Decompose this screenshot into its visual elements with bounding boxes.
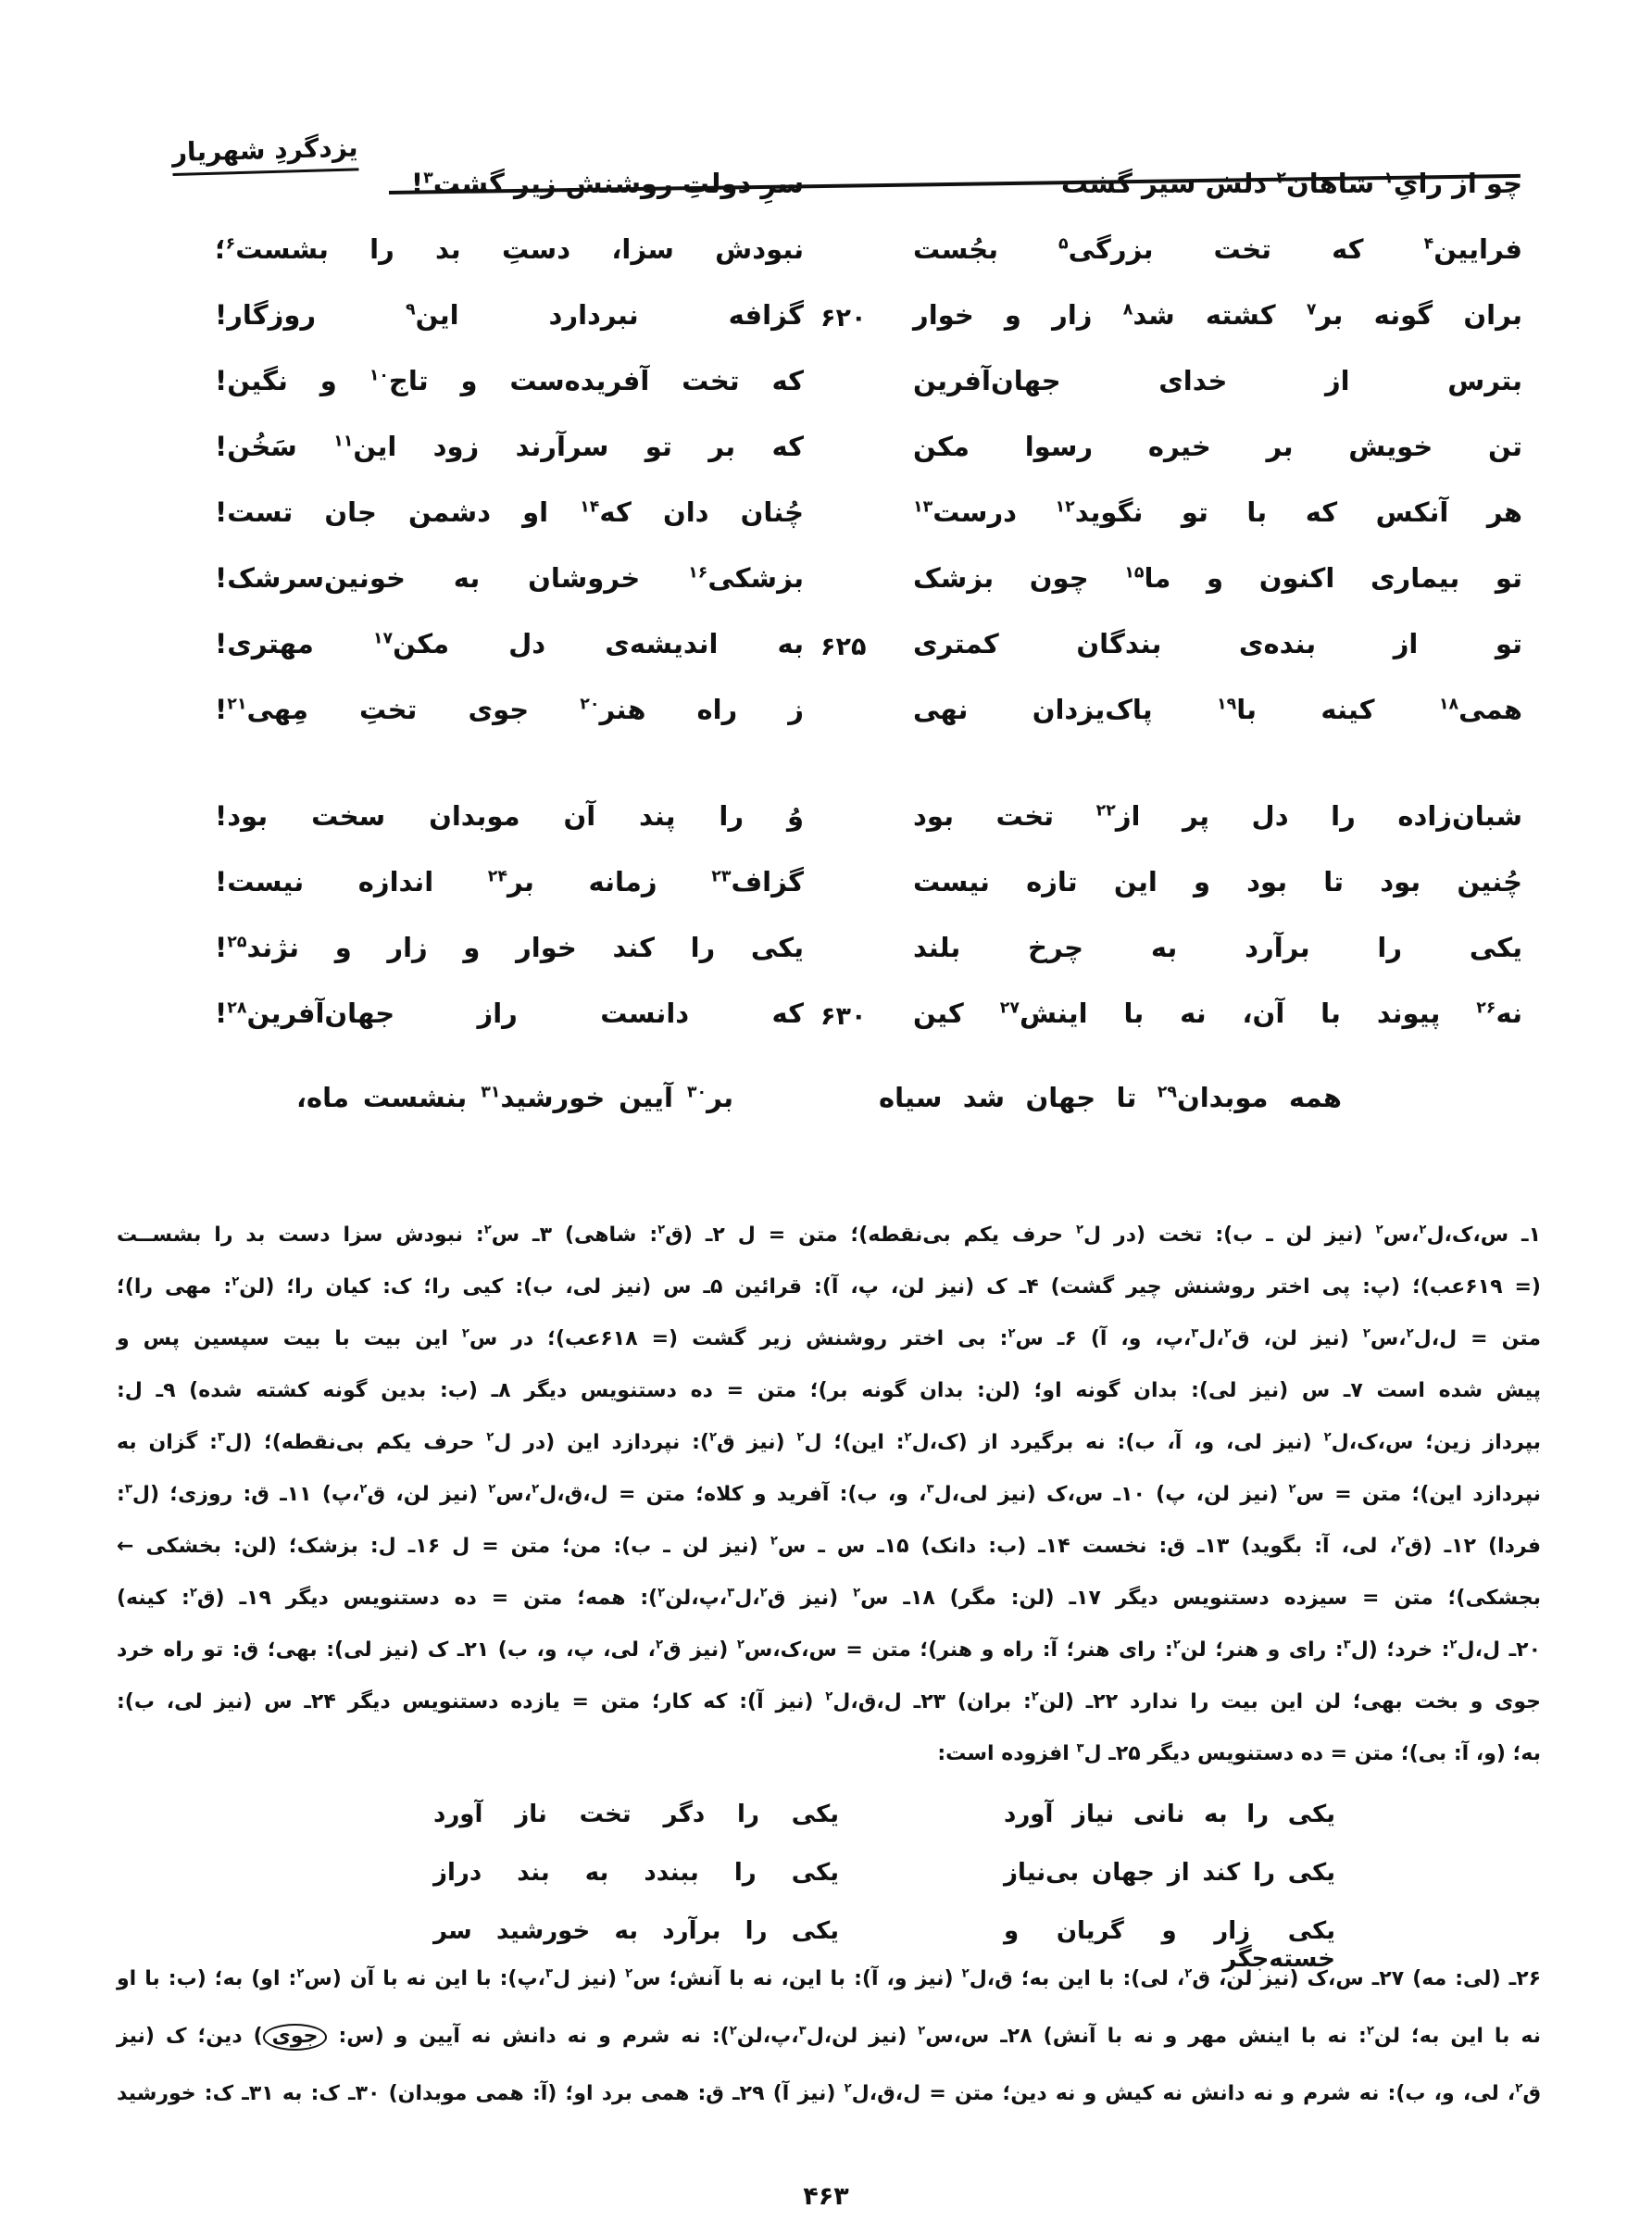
hemistich-left: بر$^{۳۰}$ آیین خورشید$^{۳۱}$ بنشست ماه، bbox=[296, 1082, 733, 1113]
footnote-marker: ۲ bbox=[488, 1482, 496, 1497]
hemistich-left: که تخت آفریده‌ست و تاج$^{۱۰}$ و نگین! bbox=[215, 365, 804, 396]
footnote-marker: ۲ bbox=[853, 1586, 861, 1600]
apparatus-line: به؛ (و، آ: بی)؛ متن = ده دستنویس دیگر ۲۵ـ ل$^۳$ افزوده است: bbox=[937, 1741, 1541, 1765]
footnote-marker: ۲ bbox=[1172, 1638, 1181, 1652]
poem-block bbox=[215, 1070, 1522, 1136]
poem-row bbox=[215, 788, 1522, 854]
poem-row bbox=[215, 419, 1522, 484]
apparatus-line: نپردازد این)؛ متن = س$^۲$ (نیز لن، پ) ۱۰ـ س،ک (نیز لی،ل$^۳$، و، ب): آفرید و کلاه؛ متن = ل،ق،ل$^۲$،س$^۲$ (نیز لن، ق$^۲$،پ) ۱۱ـ ق: روزی؛ (ل$^۳$: bbox=[117, 1482, 1541, 1506]
apparatus-line: نه با این به؛ لن$^۲$: نه با اینش مهر و نه با آنش) ۲۸ـ س،س$^۲$ (نیز لن،ل$^۳$،پ،لن$^۲$): نه شرم و نه دانش نه آیین و (س: جوی) دین؛ ک (نیز bbox=[117, 2008, 1541, 2065]
inserted-hemistich-right: یکی زار و گریان و خسته‌جگر bbox=[1004, 1917, 1335, 1973]
footnote-marker: ۱۴ bbox=[580, 497, 600, 517]
inserted-hemistich-left: یکی را ببندد به بند دراز bbox=[433, 1859, 839, 1887]
poem-row bbox=[215, 854, 1522, 920]
footnote-marker: ۳۰ bbox=[686, 1083, 707, 1102]
inserted-verse-row bbox=[0, 1793, 1652, 1851]
footnote-marker: ۲ bbox=[708, 1430, 718, 1445]
footnote-marker: ۳۱ bbox=[481, 1083, 501, 1102]
footnote-marker: ۲ bbox=[532, 1482, 540, 1497]
footnote-marker: ۲ bbox=[1406, 1326, 1414, 1341]
hemistich-left: بزشکی$^{۱۶}$ خروشان به خونین‌سرشک! bbox=[215, 562, 804, 594]
footnote-marker: ۲۰ bbox=[580, 695, 600, 714]
footnote-marker: ۱۷ bbox=[372, 629, 394, 648]
footnote-marker: ۲ bbox=[904, 1430, 912, 1445]
verse-number: ۶۲۵ bbox=[820, 633, 867, 661]
footnote-marker: ۲ bbox=[359, 1482, 368, 1497]
poem-block bbox=[215, 788, 1522, 1051]
footnote-marker: ۲ bbox=[625, 1966, 633, 1981]
inserted-hemistich-left: یکی را دگر تخت ناز آورد bbox=[433, 1801, 839, 1828]
poem-row bbox=[215, 353, 1522, 419]
poem-row bbox=[215, 550, 1522, 616]
apparatus-continued bbox=[117, 1951, 1541, 2123]
inserted-verses bbox=[0, 1793, 1652, 1973]
footnote-marker: ۲ bbox=[1288, 1482, 1296, 1497]
footnote-marker: ۲ bbox=[844, 2081, 852, 2096]
footnote-marker: ۲۴ bbox=[487, 867, 507, 886]
footnote-marker: ۱۶ bbox=[688, 563, 708, 583]
hemistich-right: چُنین بود تا بود و این تازه نیست bbox=[913, 866, 1522, 897]
footnote-marker: ۱۳ bbox=[913, 497, 933, 517]
footnote-marker: ۲ bbox=[1362, 1326, 1370, 1341]
apparatus-line: (= ۶۱۹عب)؛ (پ: پی اختر روشنش چیر گشت) ۴ـ ک (نیز لن، پ، آ): قرائین ۵ـ س (نیز لی، ب): کیی را؛ ک: کیان را؛ (لن$^۲$: مهی را)؛ bbox=[117, 1274, 1541, 1299]
footnote-marker: ۲ bbox=[1276, 169, 1286, 188]
poem-row bbox=[215, 484, 1522, 550]
footnote-marker: ۲ bbox=[1184, 1966, 1193, 1981]
hemistich-right: همی$^{۱۸}$ کینه با$^{۱۹}$ پاک‌یزدان نهی bbox=[913, 694, 1522, 725]
footnote-marker: ۲ bbox=[483, 1223, 492, 1237]
footnote-marker: ۲ bbox=[1031, 1689, 1039, 1704]
page-number: ۴۶۳ bbox=[803, 2182, 849, 2211]
poem-block bbox=[215, 156, 1522, 747]
apparatus-line: جوی و بخت بهی؛ لن این بیت را ندارد ۲۲ـ (لن$^۲$: بران) ۲۳ـ ل،ق،ل$^۲$ (نیز آ): که کار؛ متن = یازده دستنویس دیگر ۲۴ـ س (نیز لی، ب): bbox=[117, 1689, 1541, 1713]
verse-number: ۶۲۰ bbox=[820, 304, 867, 333]
footnote-marker: ۲ bbox=[657, 1586, 666, 1600]
footnote-marker: ۳ bbox=[1191, 1326, 1199, 1341]
hemistich-left: گزافه نبردارد این$^۹$ روزگار! bbox=[215, 299, 804, 331]
footnote-marker: ۲ bbox=[729, 2024, 737, 2039]
footnote-marker: ۲۸ bbox=[227, 998, 247, 1018]
hemistich-right: چو از رایِ$^۱$ شاهان$^۲$ دلش سیر گشت bbox=[1060, 168, 1522, 199]
apparatus-line: فردا) ۱۲ـ (ق$^۲$، لی، آ: بگوید) ۱۳ـ ق: نخست ۱۴ـ (ب: دانک) ۱۵ـ س ـ س$^۲$ (نیز لن ـ ب): من؛ متن = ل ۱۶ـ ل: بزشک؛ (لن: بخشکی ← bbox=[117, 1534, 1542, 1558]
footnote-marker: ۲ bbox=[1515, 2081, 1523, 2096]
poem-row bbox=[215, 221, 1522, 287]
footnote-marker: ۲ bbox=[655, 1638, 664, 1652]
footnote-marker: ۲ bbox=[770, 1534, 778, 1549]
hemistich-right: تو از بنده‌ی بندگان کمتری bbox=[913, 628, 1522, 659]
footnote-marker: ۲ bbox=[461, 1326, 469, 1341]
footnote-marker: ۳ bbox=[1076, 1741, 1084, 1756]
footnote-marker: ۹ bbox=[406, 300, 416, 320]
inserted-hemistich-right: یکی را کند از جهان بی‌نیاز bbox=[1004, 1859, 1335, 1887]
footnote-marker: ۲ bbox=[1449, 1638, 1458, 1652]
footnote-marker: ۲ bbox=[657, 1223, 666, 1237]
running-head: یزدگردِ شهریار bbox=[171, 132, 358, 176]
hemistich-right: همه موبدان$^{۲۹}$ تا جهان شد سیاه bbox=[879, 1082, 1343, 1113]
poem-row bbox=[215, 920, 1522, 985]
apparatus-line: بجشکی)؛ متن = سیزده دستنویس دیگر ۱۷ـ (لن: مگر) ۱۸ـ س$^۲$ (نیز ق$^۲$،ل$^۳$،پ،لن$^۲$): همه؛ متن = ده دستنویس دیگر ۱۹ـ (ق$^۲$: کینه) bbox=[117, 1586, 1542, 1610]
footnote-marker: ۲۱ bbox=[227, 695, 247, 714]
footnote-marker: ۶ bbox=[225, 234, 236, 254]
hemistich-left: وُ را پند آن موبدان سخت بود! bbox=[215, 800, 804, 832]
footnote-marker: ۲ bbox=[1396, 1534, 1405, 1549]
hemistich-right: بران گونه بر$^۷$ کشته شد$^۸$ زار و خوار bbox=[913, 299, 1523, 331]
footnote-marker: ۲ bbox=[1375, 1223, 1383, 1237]
footnote-marker: ۳ bbox=[798, 2024, 807, 2039]
apparatus-line: پیش شده است ۷ـ س (نیز لی): بدان گونه او؛ (لن: بدان گونه بر)؛ متن = ده دستنویس دیگر ۸ـ (ب: بدین گونه کشته شده) ۹ـ ل: bbox=[117, 1379, 1541, 1402]
apparatus bbox=[117, 1210, 1541, 1780]
footnote-marker: ۲۳ bbox=[711, 867, 732, 886]
footnote-marker: ۲۲ bbox=[1095, 801, 1116, 821]
footnote-marker: ۱۰ bbox=[369, 366, 389, 385]
verse-number: ۶۳۰ bbox=[820, 1002, 867, 1031]
hemistich-left: که دانست راز جهان‌آفرین$^{۲۸}$! bbox=[215, 998, 804, 1029]
footnote-marker: ۲۷ bbox=[999, 998, 1020, 1018]
footnote-marker: ۲ bbox=[796, 1430, 805, 1445]
hemistich-left: یکی را کند خوار و زار و نژند$^{۲۵}$! bbox=[215, 932, 804, 963]
footnote-marker: ۲ bbox=[1075, 1223, 1084, 1237]
footnote-marker: ۲۵ bbox=[227, 933, 247, 952]
hemistich-left: گزاف$^{۲۳}$ زمانه بر$^{۲۴}$ اندازه نیست! bbox=[215, 866, 804, 897]
inserted-hemistich-left: یکی را برآرد به خورشید سر bbox=[433, 1917, 839, 1945]
footnote-marker: ۱ bbox=[1383, 169, 1394, 188]
footnote-marker: ۱۵ bbox=[1124, 563, 1145, 583]
footnote-marker: ۲۹ bbox=[1157, 1083, 1177, 1102]
footnote-marker: ۲ bbox=[189, 1586, 197, 1600]
footnote-marker: ۳ bbox=[423, 169, 433, 188]
footnote-marker: ۱۱ bbox=[333, 432, 354, 451]
footnote-marker: ۳ bbox=[124, 1482, 132, 1497]
footnote-marker: ۲ bbox=[1366, 2024, 1374, 2039]
hemistich-left: ز راه هنر$^{۲۰}$ جوی تختِ مِهی$^{۲۱}$! bbox=[215, 694, 804, 725]
hemistich-right: فرایین$^۴$ که تخت بزرگی$^۵$ بجُست bbox=[913, 233, 1522, 265]
footnote-marker: ۳ bbox=[926, 1482, 934, 1497]
footnote-marker: ۲ bbox=[1419, 1223, 1427, 1237]
footnote-marker: ۸ bbox=[1122, 300, 1133, 320]
hemistich-left: به اندیشه‌ی دل مکن$^{۱۷}$ مهتری! bbox=[215, 628, 804, 659]
footnote-marker: ۲۶ bbox=[1476, 998, 1496, 1018]
poem-row bbox=[215, 682, 1522, 747]
hemistich-left: که بر تو سرآرند زود این$^{۱۱}$ سَخُن! bbox=[215, 431, 804, 462]
footnote-marker: ۲ bbox=[486, 1430, 494, 1445]
apparatus-line: ق$^۲$، لی، و، ب): نه شرم و نه دانش نه کیش و نه دین؛ متن = ل،ق،ل$^۲$ (نیز آ) ۲۹ـ ق: همی برد او؛ (آ: همی موبدان) ۳۰ـ ک: به ۳۱ـ ک: خورشید bbox=[117, 2081, 1541, 2105]
hemistich-right: تو بیماری اکنون و ما$^{۱۵}$ چون بزشک bbox=[913, 562, 1523, 594]
footnote-marker: ۴ bbox=[1423, 234, 1434, 254]
poem-row bbox=[215, 287, 1522, 353]
footnote-marker: ۲ bbox=[1223, 1326, 1232, 1341]
apparatus-line: متن = ل،ل$^۲$،س$^۲$ (نیز لن، ق$^۲$،ل$^۳$،پ، و، آ) ۶ـ س$^۲$: بی اختر روشنش زیر گشت (= ۶۱۸عب)؛ در س$^۲$ این بیت با بیت سپسین پس و bbox=[117, 1326, 1541, 1350]
footnote-marker: ۲ bbox=[232, 1274, 240, 1289]
hemistich-left: چُنان دان که$^{۱۴}$ او دشمن جان تست! bbox=[215, 496, 804, 528]
footnote-marker: ۲ bbox=[1323, 1430, 1332, 1445]
inserted-hemistich-right: یکی را به نانی نیاز آورد bbox=[1004, 1801, 1335, 1828]
apparatus-line: ۱ـ س،ک،ل$^۲$،س$^۲$ (نیز لن ـ ب): تخت (در ل$^۲$ حرف یکم بی‌نقطه)؛ متن = ل ۲ـ (ق$^۲$: شاهی) ۳ـ س$^۲$: نبودش سزا دست بد را بشســت bbox=[117, 1223, 1542, 1247]
inserted-verse-row bbox=[0, 1851, 1652, 1910]
footnote-marker: ۱۲ bbox=[1055, 497, 1075, 517]
footnote-marker: ۲ bbox=[825, 1689, 833, 1704]
poem-row bbox=[215, 156, 1522, 221]
footnote-marker: ۱۹ bbox=[1217, 695, 1237, 714]
footnote-marker: ۲ bbox=[296, 1966, 305, 1981]
hemistich-left: نبودش سزا، دستِ بد را بشست$^۶$؛ bbox=[215, 233, 804, 265]
footnote-marker: ۳ bbox=[217, 1430, 225, 1445]
apparatus-line: بپرداز زین؛ س،ک،ل$^۲$ (نیز لی، و، آ، ب): نه برگیرد از (ک،ل$^۲$: این)؛ ل$^۲$ (نیز ق$^۲$): نپردازد این (در ل$^۲$ حرف یکم بی‌نقطه)؛ (ل$^۳$: گزان به bbox=[117, 1430, 1542, 1454]
footnote-marker: ۲ bbox=[1007, 1326, 1016, 1341]
hemistich-right: بترس از خدای جهان‌آفرین bbox=[913, 365, 1522, 396]
footnote-marker: ۷ bbox=[1306, 300, 1317, 320]
hemistich-right: هر آنکس که با تو نگوید$^{۱۲}$ درست$^{۱۳}$ bbox=[913, 496, 1522, 528]
circled-annotation: جوی bbox=[263, 2024, 328, 2051]
poem-row bbox=[215, 1070, 1522, 1136]
poem-row bbox=[215, 985, 1522, 1051]
hemistich-right: شبان‌زاده را دل پر از$^{۲۲}$ تخت بود bbox=[913, 800, 1522, 832]
footnote-marker: ۲ bbox=[736, 1638, 745, 1652]
footnote-marker: ۳ bbox=[727, 1586, 735, 1600]
footnote-marker: ۵ bbox=[1058, 234, 1069, 254]
footnote-marker: ۱۸ bbox=[1438, 695, 1459, 714]
poem bbox=[215, 156, 1522, 1136]
hemistich-left: سرِ دولتِ روشنش زیر گشت$^۳$! bbox=[410, 168, 804, 199]
hemistich-right: یکی را برآرد به چرخ بلند bbox=[913, 932, 1522, 963]
footnote-marker: ۳ bbox=[544, 1966, 553, 1981]
footnote-marker: ۲ bbox=[961, 1966, 970, 1981]
apparatus-line: ۲۶ـ (لی: مه) ۲۷ـ س،ک (نیز لن، ق$^۲$، لی): با این به؛ ق،ل$^۲$ (نیز و، آ): با این، نه با آنش؛ س$^۲$ (نیز ل$^۳$،پ): با این نه با آن (س$^۲$: او) به؛ (ب: با او bbox=[117, 1966, 1542, 1990]
poem-row bbox=[215, 616, 1522, 682]
footnote-marker: ۳ bbox=[1343, 1638, 1351, 1652]
footnote-marker: ۲ bbox=[759, 1586, 768, 1600]
apparatus-line: ۲۰ـ ل،ل$^۲$: خرد؛ (ل$^۳$: رای و هنر؛ لن$^۲$: رای هنر؛ آ: راه و هنر)؛ متن = س،ک،س$^۲$ (نیز ق$^۲$، لی، پ، و، ب) ۲۱ـ ک (نیز لی): بهی؛ ق: تو راه خرد bbox=[117, 1638, 1541, 1662]
hemistich-right: نه$^{۲۶}$ پیوند با آن، نه با اینش$^{۲۷}$ کین bbox=[913, 998, 1522, 1029]
hemistich-right: تن خویش بر خیره رسوا مکن bbox=[913, 431, 1522, 462]
footnote-marker: ۲ bbox=[918, 2024, 926, 2039]
